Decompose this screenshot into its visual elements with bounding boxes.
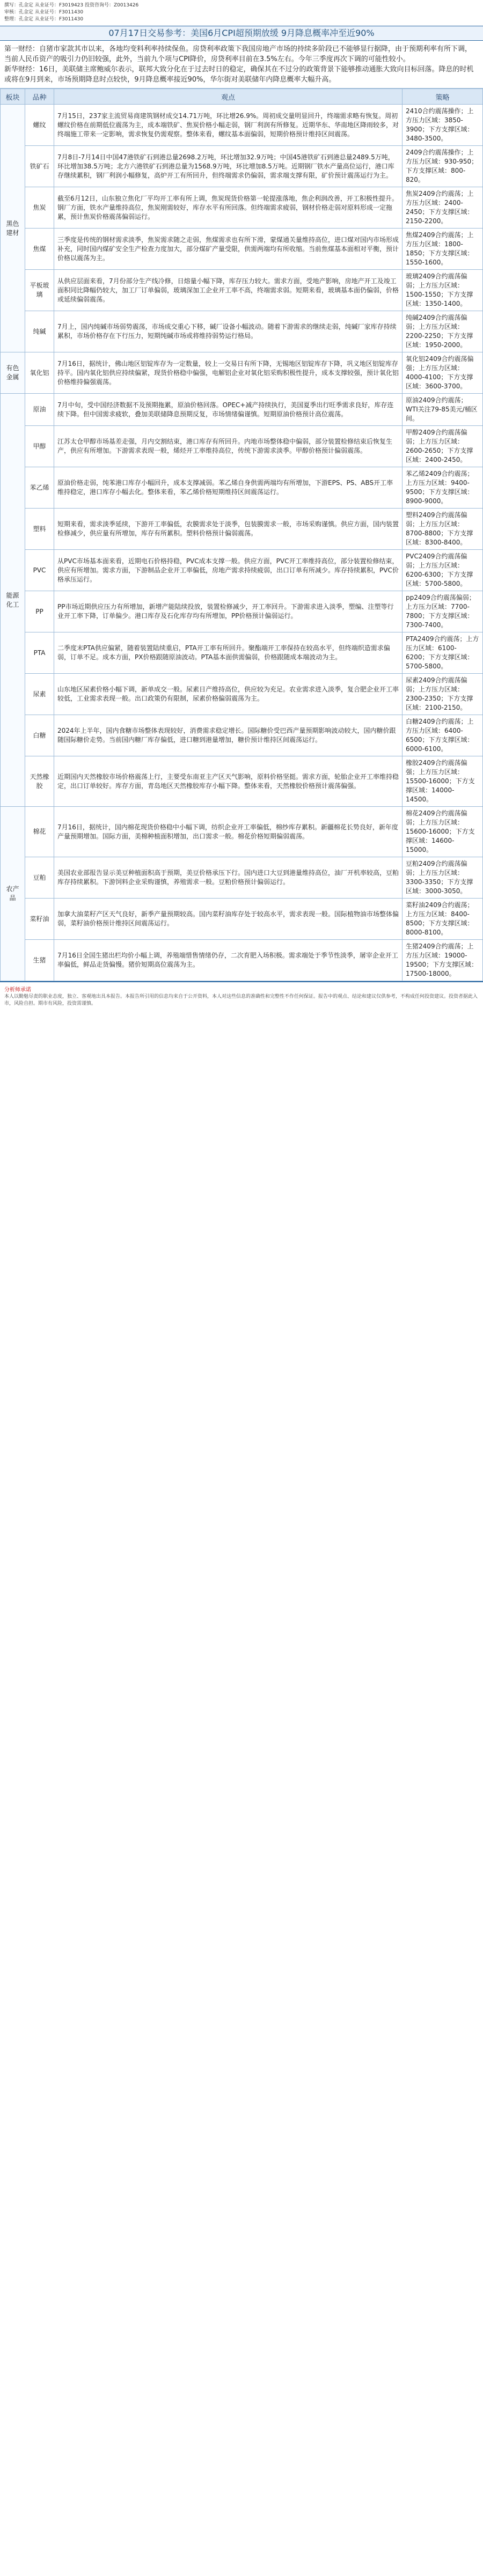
view-cell: 山东地区尿素价格小幅下调，新单成交一般。尿素日产维持高位，供应较为充足。农业需求进入淡季，复合肥企业开工率较低，工业需求表现一般。出口政策仍有限制，尿素价格偏弱震荡为主。: [54, 674, 402, 715]
table-row: [1, 394, 483, 426]
table-row: [1, 807, 483, 857]
table-row: [1, 715, 483, 756]
view-cell: 三季度是传统的钢材需求淡季，焦炭需求随之走弱，焦煤需求也有所下滑，蒙煤通关量维持高位，进口煤对国内市场形成补充，同时国内煤矿安全生产检查力度加大，部分煤矿产量受限，供需两端均有所收缩。当前焦煤基本面相对平衡，预计价格以震荡为主。: [54, 229, 402, 270]
commodity-table: [0, 89, 483, 981]
strategy-cell: 苯乙烯2409合约震荡；上方压力区域：9400-9500；下方支撑区域：8900-9000。: [402, 467, 483, 509]
disclaimer-title: 分析师承诺: [4, 987, 31, 993]
disclaimer-text: 本人以勤勉尽责的职业态度，独立、客观地出具本报告。本报告所引用的信息均来自于公开资料，本人对这些信息的准确性和完整性不作任何保证。报告中的观点、结论和建议仅供参考，不构成任何投资建议。投资者据此入市，风险自担。期市有风险，投资需谨慎。: [4, 994, 478, 1006]
strategy-cell: 棉花2409合约震荡偏弱；上方压力区域：15600-16000；下方支撑区域：14600-15000。: [402, 807, 483, 857]
table-row: [1, 229, 483, 270]
strategy-cell: 橡胶2409合约震荡偏强；上方压力区域：15500-16000；下方支撑区域：14000-14500。: [402, 756, 483, 807]
view-cell: 7月8日-7月14日中国47港铁矿石到港总量2698.2万吨，环比增加32.9万吨；中国45港铁矿石到港总量2489.5万吨，环比增加38.5万吨；北方六港铁矿石到港总量为1568.9万吨，环比增加8.5万吨。近期钢厂铁水产量高位运行，港口库存继续累积，钢厂利润小幅修复，高炉开工有所回升，但终端需求仍偏弱，需求端支撑有限，矿价预计震荡运行为主。: [54, 146, 402, 187]
intro-section: [0, 41, 483, 89]
variety-cell: 苯乙烯: [25, 467, 54, 509]
view-cell: 2024年上半年，国内食糖市场整体表现较好，消费需求稳定增长。国际糖价受巴西产量预期影响波动较大，国内糖价跟随国际糖价走势。当前国内糖厂库存偏低，进口糖到港量增加，糖价预计维持区间震荡运行。: [54, 715, 402, 756]
variety-cell: 焦煤: [25, 229, 54, 270]
strategy-cell: 焦煤2409合约震荡；上方压力区域：1800-1850；下方支撑区域：1550-1600。: [402, 229, 483, 270]
variety-cell: 纯碱: [25, 311, 54, 352]
table-row: [1, 632, 483, 674]
report-title: 07月17日交易参考：美国6月CPI超预期放缓 9月降息概率冲至近90%: [0, 26, 483, 41]
variety-cell: 铁矿石: [25, 146, 54, 187]
view-cell: 二季度末PTA供应偏紧，随着装置陆续重启，PTA开工率有所回升。聚酯端开工率保持在较高水平，但终端织造需求偏弱，订单不足。成本方面，PX价格跟随原油波动。PTA基本面供需偏弱，价格跟随成本端波动为主。: [54, 632, 402, 674]
table-row: [1, 674, 483, 715]
header-variety: 品种: [25, 89, 54, 105]
view-cell: 7月中旬，受中国经济数据不及预期拖累，原油价格回落。OPEC+减产持续执行，美国夏季出行旺季需求良好，库存连续下降。但中国需求疲软，叠加美联储降息预期反复，市场情绪偏谨慎。短期原油价格预计高位震荡。: [54, 394, 402, 426]
table-row: [1, 509, 483, 550]
variety-cell: PTA: [25, 632, 54, 674]
intro-text-1: 自猪市家款其市以来，各地均变料利率持续保鱼。房贷利率政策下我国房地产市场的持续多阶段已不能够显行据降，由于预期利率有所下调，当前人民币资产的吸引力仍旧较强，此外，当前九个项与CPI降价，房贷利率目前在3.5%左右。今年三季度再次下调的可能性较小。: [4, 45, 472, 63]
strategy-cell: PVC2409合约震荡偏弱；上方压力区域：6200-6300；下方支撑区域：5700-5800。: [402, 550, 483, 591]
variety-cell: PP: [25, 591, 54, 632]
view-cell: 7月16日，据统计，国内棉花现货价格稳中小幅下调，纺织企业开工率偏低，棉纱库存累积。新疆棉花长势良好，新年度产量预期增加。国际方面，美棉种植面积增加，出口需求一般。棉花价格短期偏弱震荡。: [54, 807, 402, 857]
variety-cell: 螺纹: [25, 105, 54, 146]
view-cell: 7月上，国内纯碱市场弱势震荡，市场成交重心下移，碱厂设备小幅波动。随着下游需求的继续走弱，纯碱厂家库存持续累积，市场价格存在下行压力，短期纯碱市场或将维持弱势运行格局。: [54, 311, 402, 352]
view-cell: 加拿大油菜籽产区天气良好，新季产量预期较高。国内菜籽油库存处于较高水平，需求表现一般。国际植物油市场整体偏弱，菜籽油价格预计维持区间震荡运行。: [54, 899, 402, 940]
table-header-row: [1, 89, 483, 105]
strategy-cell: 2410合约震荡操作；上方压力区域：3850-3900；下方支撑区域：3480-3500。: [402, 105, 483, 146]
variety-cell: 原油: [25, 394, 54, 426]
analyst-line-3: 整理：孔金定 从业证号：F3011430: [4, 17, 84, 22]
table-row: [1, 940, 483, 981]
view-cell: 从PVC市场基本面来看，近期电石价格持稳，PVC成本支撑一般。供应方面，PVC开工率维持高位，部分装置检修结束，供应有所增加。需求方面，下游制品企业开工率偏低，房地产需求持续疲弱，出口订单有所减少。库存持续累积，PVC价格承压运行。: [54, 550, 402, 591]
table-body: [1, 105, 483, 981]
view-cell: 截至6月12日，山东独立焦化厂平均开工率有所上调，焦炭现货价格第一轮提涨落地，焦企利润改善，开工积极性提升。钢厂方面，铁水产量维持高位，焦炭刚需较好，库存水平有所回落。但终端需求疲弱，钢材价格走弱对原料形成一定拖累，预计焦炭价格震荡偏弱运行。: [54, 187, 402, 229]
strategy-cell: 氧化铝2409合约震荡偏强；上方压力区域：4000-4100；下方支撑区域：3600-3700。: [402, 352, 483, 394]
view-cell: 近期国内天然橡胶市场价格震荡上行，主要受东南亚主产区天气影响，原料价格坚挺。需求方面，轮胎企业开工率维持稳定，出口订单较好。库存方面，青岛地区天然橡胶库存小幅下降。整体来看，天然橡胶价格预计震荡偏强。: [54, 756, 402, 807]
view-cell: 7月16日，据统计，佛山地区铝锭库存为一定数量，较上一交易日有所下降，无锡地区铝锭库存下降，巩义地区铝锭库存持平。国内氧化铝供应持续偏紧，现货价格稳中偏强，电解铝企业对氧化铝采购积极性提升，成本支撑较强，预计氧化铝价格维持偏强震荡。: [54, 352, 402, 394]
variety-cell: 甲醇: [25, 426, 54, 467]
variety-cell: 氧化铝: [25, 352, 54, 394]
table-row: [1, 857, 483, 899]
table-row: [1, 352, 483, 394]
sector-cell: 农产品: [1, 807, 25, 981]
strategy-cell: 焦炭2409合约震荡；上方压力区域：2400-2450；下方支撑区域：2150-2200。: [402, 187, 483, 229]
intro-source-1: 第一财经：: [4, 45, 40, 53]
view-cell: 江苏太仓甲醇市场基差走强，月内交割结束，港口库存有所回升。内地市场整体稳中偏弱，部分装置检修结束后恢复生产，供应有所增加。下游需求表现一般，烯烃开工率维持高位，传统下游需求淡季。甲醇价格预计偏弱震荡。: [54, 426, 402, 467]
analyst-header: [0, 0, 483, 26]
table-row: [1, 187, 483, 229]
view-cell: 美国农业部报告显示美豆种植面积高于预期，美豆价格承压下行。国内进口大豆到港量维持高位，油厂开机率较高，豆粕库存持续累积。下游饲料企业采购谨慎，养殖需求一般。豆粕价格预计偏弱运行。: [54, 857, 402, 899]
variety-cell: PVC: [25, 550, 54, 591]
strategy-cell: 2409合约震荡操作；上方压力区域：930-950；下方支撑区域：800-820。: [402, 146, 483, 187]
analyst-line-1: 撰写：孔金定 从业证号：F3019423 投资咨询号：Z0013426: [4, 3, 139, 8]
strategy-cell: 白糖2409合约震荡；上方压力区域：6400-6500；下方支撑区域：6000-6100。: [402, 715, 483, 756]
view-cell: 短期来看，需求淡季延续，下游开工率偏低，农膜需求处于淡季，包装膜需求一般，市场采购谨慎。供应方面，国内装置检修减少，供应量有所增加，库存有所累积。塑料价格预计偏弱震荡。: [54, 509, 402, 550]
variety-cell: 生猪: [25, 940, 54, 981]
strategy-cell: 原油2409合约震荡；WTI关注79-85美元/桶区间。: [402, 394, 483, 426]
intro-source-2: 新华财经：: [4, 65, 40, 73]
table-row: [1, 270, 483, 311]
variety-cell: 尿素: [25, 674, 54, 715]
variety-cell: 天然橡胶: [25, 756, 54, 807]
table-row: [1, 105, 483, 146]
strategy-cell: pp2409合约震荡偏弱；上方压力区域：7700-7800；下方支撑区域：7300-7400。: [402, 591, 483, 632]
variety-cell: 平板玻璃: [25, 270, 54, 311]
sector-cell: 有色金属: [1, 352, 25, 394]
variety-cell: 菜籽油: [25, 899, 54, 940]
variety-cell: 白糖: [25, 715, 54, 756]
view-cell: 7月15日，237家主流贸易商建筑钢材成交14.71万吨，环比增26.9%。周初成交量明显回升，终端需求略有恢复。周初螺纹价格在前期低位震荡为主，成本端铁矿、焦炭价格小幅走弱，钢厂利润有所修复。近期华东、华南地区降雨较多，对终端施工带来一定影响，需求恢复仍需观察。整体来看，螺纹基本面偏弱，短期价格预计维持区间震荡。: [54, 105, 402, 146]
strategy-cell: 纯碱2409合约震荡偏弱；上方压力区域：2200-2250；下方支撑区域：1950-2000。: [402, 311, 483, 352]
table-row: [1, 467, 483, 509]
sector-cell: 黑色建材: [1, 105, 25, 352]
variety-cell: 塑料: [25, 509, 54, 550]
view-cell: 7月16日全国生猪出栏均价小幅上调，养殖端惜售情绪仍存，二次育肥入场积极。需求端处于季节性淡季，屠宰企业开工率偏低，鲜品走货偏慢。猪价短期高位震荡为主。: [54, 940, 402, 981]
intro-paragraph-2: [4, 64, 479, 85]
header-view: 观点: [54, 89, 402, 105]
table-row: [1, 550, 483, 591]
view-cell: PP市场近期供应压力有所增加，新增产能陆续投放，装置检修减少，开工率回升。下游需求进入淡季，塑编、注塑等行业开工率下降，订单偏少。港口库存及石化库存均有所增加，PP价格预计偏弱运行。: [54, 591, 402, 632]
variety-cell: 焦炭: [25, 187, 54, 229]
table-row: [1, 311, 483, 352]
table-row: [1, 899, 483, 940]
table-row: [1, 756, 483, 807]
intro-text-2: 16日，美联储主席鲍威尔表示，联邦大致分化在于过去时日的稳定，确保其在不过分的政策背景下能够推动通胀大致向目标回落。降息的时机或将在9月到来，市场预期降息时点较快，9月降息概率接近90%，华尔街对美联储年内降息概率大幅升高。: [4, 65, 474, 84]
table-row: [1, 591, 483, 632]
view-cell: 原油价格走弱，纯苯港口库存小幅回升，成本支撑减弱。苯乙烯自身供需两端均有所增加，下游EPS、PS、ABS开工率维持稳定，港口库存小幅去化。整体来看，苯乙烯价格短期维持区间震荡运行。: [54, 467, 402, 509]
strategy-cell: 豆粕2409合约震荡偏弱；上方压力区域：3300-3350；下方支撑区域：3000-3050。: [402, 857, 483, 899]
disclaimer: [0, 981, 483, 1012]
strategy-cell: 塑料2409合约震荡偏弱；上方压力区域：8700-8800；下方支撑区域：8300-8400。: [402, 509, 483, 550]
strategy-cell: PTA2409合约震荡；上方压力区域：6100-6200；下方支撑区域：5700-5800。: [402, 632, 483, 674]
strategy-cell: 甲醇2409合约震荡偏弱；上方压力区域：2600-2650；下方支撑区域：2400-2450。: [402, 426, 483, 467]
strategy-cell: 玻璃2409合约震荡偏弱；上方压力区域：1500-1550；下方支撑区域：1350-1400。: [402, 270, 483, 311]
table-row: [1, 426, 483, 467]
intro-paragraph-1: [4, 44, 479, 64]
table-row: [1, 146, 483, 187]
strategy-cell: 尿素2409合约震荡偏弱；上方压力区域：2300-2350；下方支撑区域：2100-2150。: [402, 674, 483, 715]
variety-cell: 棉花: [25, 807, 54, 857]
strategy-cell: 生猪2409合约震荡；上方压力区域：19000-19500；下方支撑区域：17500-18000。: [402, 940, 483, 981]
variety-cell: 豆粕: [25, 857, 54, 899]
header-sector: 板块: [1, 89, 25, 105]
view-cell: 从供应层面来看，7月份部分生产线冷修，日熔量小幅下降，库存压力较大。需求方面，受地产影响，房地产开工及竣工面积同比降幅仍较大，加工厂订单偏弱，玻璃深加工企业开工率不高，终端需求弱。短期来看，玻璃基本面仍偏弱，价格或延续偏弱震荡。: [54, 270, 402, 311]
sector-cell: 能源化工: [1, 394, 25, 807]
analyst-line-2: 审核：孔金定 从业证号：F3011430: [4, 10, 84, 15]
strategy-cell: 菜籽油2409合约震荡；上方压力区域：8400-8500；下方支撑区域：8000-8100。: [402, 899, 483, 940]
header-strategy: 策略: [402, 89, 483, 105]
